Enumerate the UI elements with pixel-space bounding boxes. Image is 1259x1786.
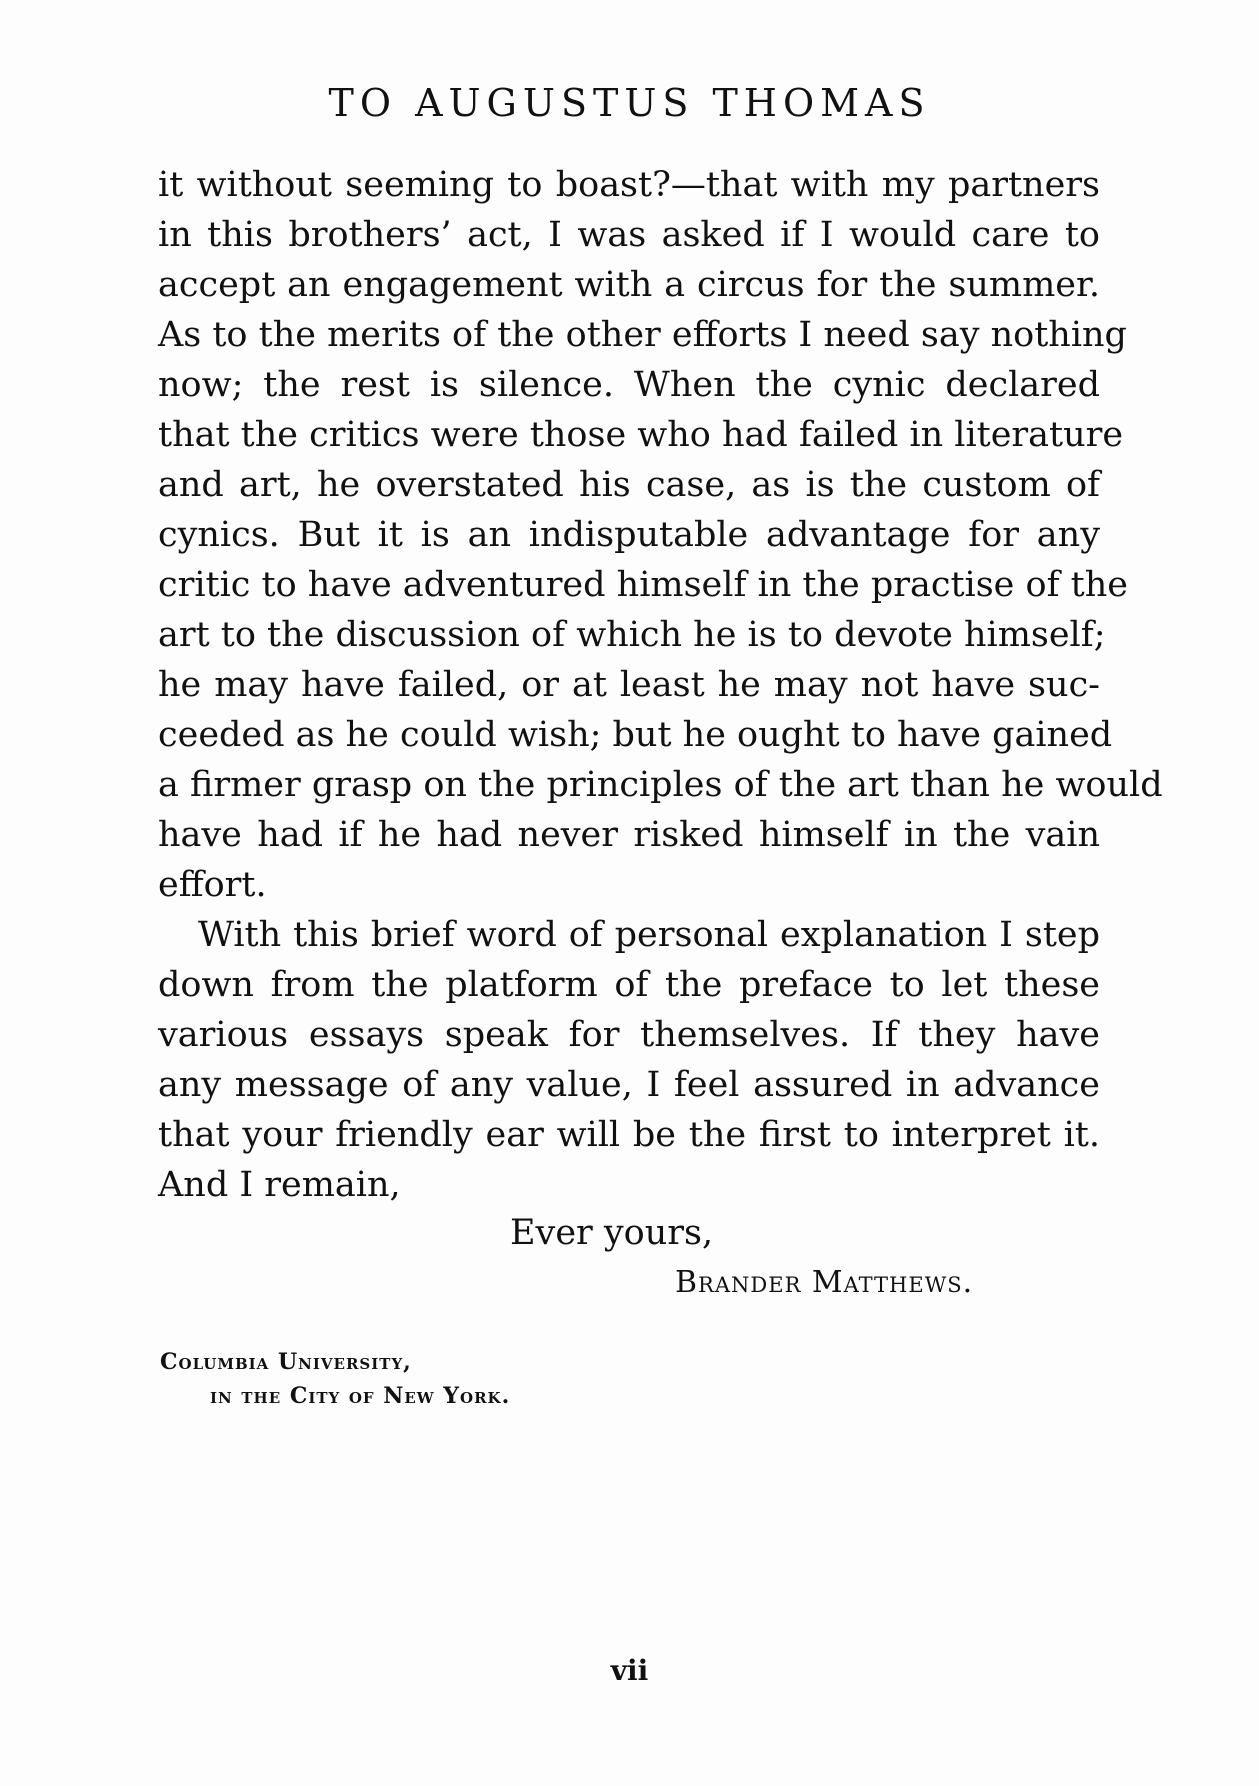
place-line-1: Columbia University, bbox=[160, 1349, 412, 1375]
text-line: now; the rest is silence. When the cynic declared bbox=[158, 365, 1100, 405]
text-line: cynics. But it is an indisputable advantage for any bbox=[158, 515, 1100, 555]
text-line: and art, he overstated his case, as is the custom of bbox=[158, 465, 1100, 505]
text-line: ceeded as he could wish; but he ought to have gained bbox=[158, 715, 1113, 755]
text-line: in this brothers’ act, I was asked if I would care to bbox=[158, 215, 1100, 255]
text-line: he may have failed, or at least he may not have suc- bbox=[158, 665, 1100, 705]
text-line: that your friendly ear will be the first to interpret it. bbox=[158, 1115, 1100, 1155]
text-line: As to the merits of the other efforts I need say nothing bbox=[158, 315, 1127, 355]
signature: Brander Matthews. bbox=[675, 1265, 974, 1300]
text-line: have had if he had never risked himself in the vain bbox=[158, 815, 1100, 855]
text-line: critic to have adventured himself in the practise of the bbox=[158, 565, 1128, 605]
paragraph-1 bbox=[158, 160, 1163, 910]
text-line: that the critics were those who had failed in literature bbox=[158, 415, 1124, 455]
text-line: And I remain, bbox=[158, 1165, 401, 1205]
text-line: various essays speak for themselves. If they have bbox=[158, 1015, 1100, 1055]
place-line-2: in the City of New York. bbox=[210, 1383, 511, 1409]
text-line: a firmer grasp on the principles of the art than he would bbox=[158, 765, 1163, 805]
place-of-writing bbox=[160, 1345, 510, 1413]
text-line: any message of any value, I feel assured in advance bbox=[158, 1065, 1100, 1105]
closing: Ever yours, bbox=[510, 1213, 714, 1253]
text-line: art to the discussion of which he is to devote himself; bbox=[158, 615, 1106, 655]
text-line: down from the platform of the preface to let these bbox=[158, 965, 1100, 1005]
paragraph-2 bbox=[158, 910, 1100, 1210]
text-line: effort. bbox=[158, 865, 267, 905]
page-number: vii bbox=[610, 1654, 649, 1687]
text-line: it without seeming to boast?—that with my partners bbox=[158, 165, 1100, 205]
running-head: TO AUGUSTUS THOMAS bbox=[328, 81, 931, 125]
body-text bbox=[158, 160, 1163, 1210]
text-line: accept an engagement with a circus for the summer. bbox=[158, 265, 1100, 305]
text-line: With this brief word of personal explanation I step bbox=[198, 915, 1100, 955]
